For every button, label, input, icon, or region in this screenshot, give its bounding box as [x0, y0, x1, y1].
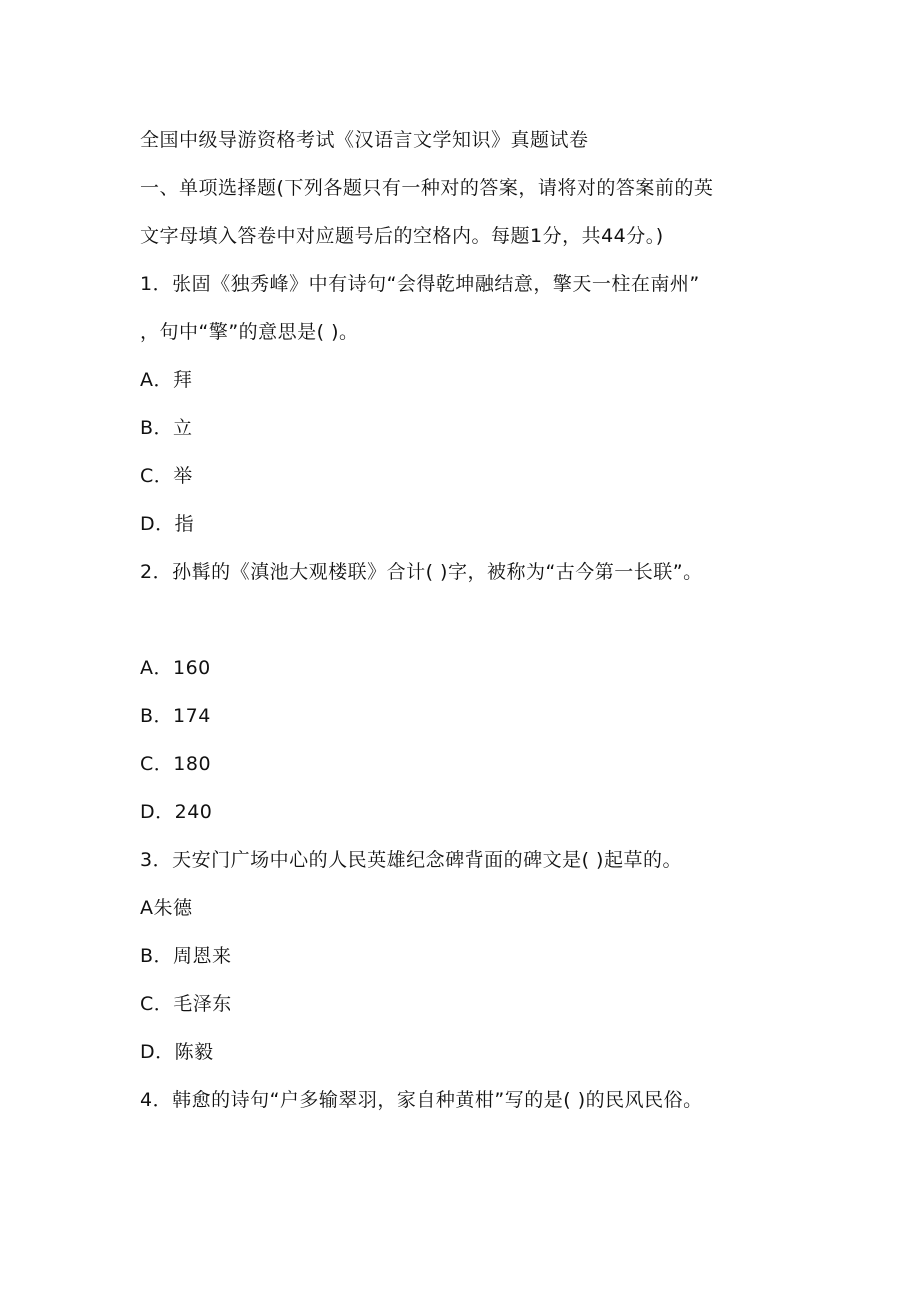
question-1-option-b: B．立: [140, 417, 193, 439]
question-2-option-b: B．174: [140, 705, 211, 727]
question-3-option-b: B．周恩来: [140, 945, 232, 967]
section-heading-line-1: 一、单项选择题(下列各题只有一种对的答案，请将对的答案前的英: [140, 177, 714, 199]
question-4-stem: 4．韩愈的诗句“户多输翠羽，家自种黄柑”写的是( )的民风民俗。: [140, 1089, 703, 1111]
question-1-stem-line-1: 1．张固《独秀峰》中有诗句“会得乾坤融结意，擎天一柱在南州”: [140, 273, 700, 295]
question-3-option-d: D．陈毅: [140, 1041, 214, 1063]
question-1-option-d: D．指: [140, 513, 195, 535]
document-title: 全国中级导游资格考试《汉语言文学知识》真题试卷: [140, 129, 589, 151]
question-3-stem: 3．天安门广场中心的人民英雄纪念碑背面的碑文是( )起草的。: [140, 849, 682, 871]
question-2-stem: 2．孙髯的《滇池大观楼联》合计( )字，被称为“古今第一长联”。: [140, 561, 703, 583]
question-3-option-c: C．毛泽东: [140, 993, 232, 1015]
question-1-option-a: A．拜: [140, 369, 193, 391]
question-2-option-d: D．240: [140, 801, 213, 823]
question-2-option-a: A．160: [140, 657, 211, 679]
question-2-option-c: C．180: [140, 753, 212, 775]
section-heading-line-2: 文字母填入答卷中对应题号后的空格内。每题1分，共44分。): [140, 225, 664, 247]
question-1-stem-line-2: ，句中“擎”的意思是( )。: [140, 321, 359, 343]
question-3-option-a: A朱德: [140, 897, 193, 919]
question-1-option-c: C．举: [140, 465, 193, 487]
